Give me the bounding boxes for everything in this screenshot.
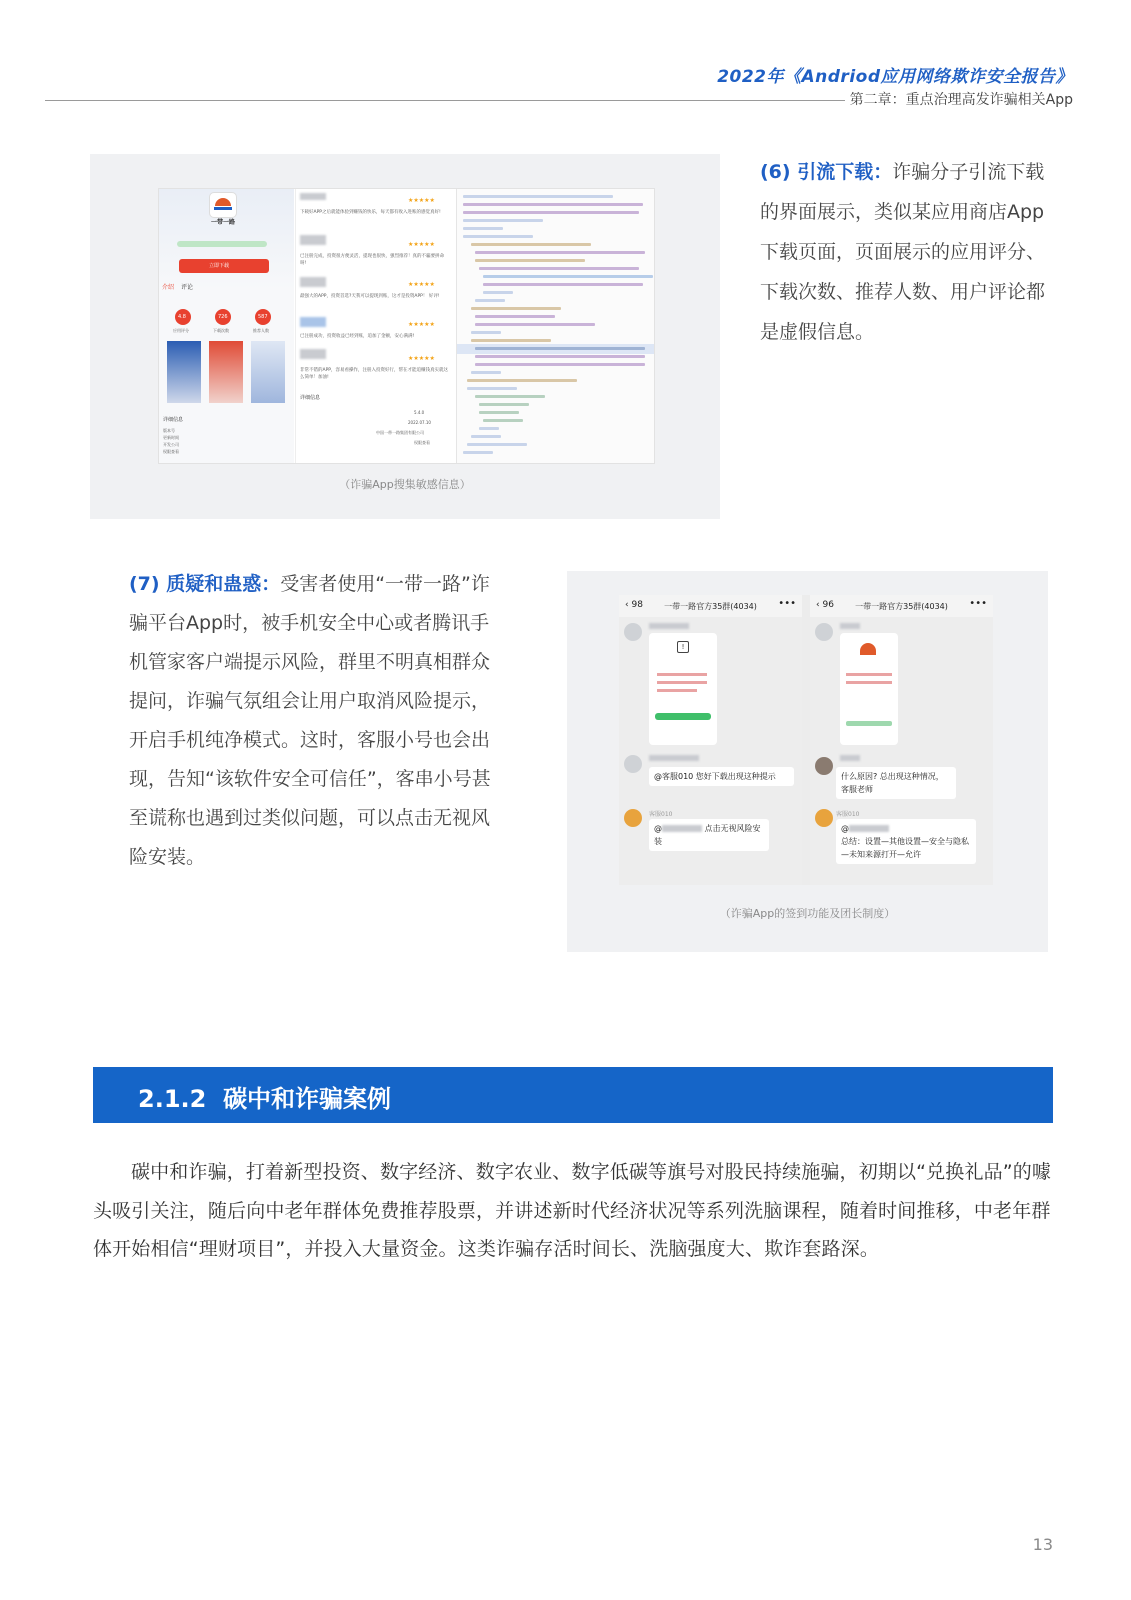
warning-line [657, 689, 697, 692]
details-perm: 权限查看 [414, 440, 430, 445]
details-version: 5.4.0 [414, 410, 425, 415]
code-line [463, 211, 639, 214]
chat-left [619, 595, 802, 885]
review-text-2: 已注册完成，投资很方便灵活，提现也很快，强烈推荐！真的不骗要拼命呀! [300, 254, 444, 266]
chat-left-header [619, 595, 802, 617]
chat-left-message-2: @ 点击无视风险安装 [649, 819, 769, 851]
back-chevron-icon[interactable]: ‹ 96 [816, 600, 834, 610]
code-line [471, 307, 561, 310]
chat-right-nick-2: 客服010 [836, 811, 860, 818]
review-stars-2: ★★★★★ [408, 241, 435, 248]
details-dev-label: 开发公司 [163, 442, 179, 447]
code-line [471, 435, 501, 438]
source-code-pane [456, 189, 655, 463]
chat-right-message-1: 什么原因? 总出现这种情况，客服老师 [836, 767, 956, 799]
app-screenshot-2 [209, 341, 243, 403]
code-line [467, 443, 527, 446]
reviewer-name-2 [300, 235, 326, 245]
chat-right-message-2: @ 总结：设置—其他设置—安全与隐私—未知来源打开—允许 [836, 819, 976, 864]
section-6-label: (6) 引流下载： [760, 161, 893, 183]
back-count: 96 [822, 600, 834, 610]
download-button[interactable] [179, 259, 269, 273]
warning-line [846, 673, 892, 676]
service-avatar [624, 809, 642, 827]
page-number: 13 [1032, 1535, 1053, 1554]
chat-left-nick-2: 客服010 [649, 811, 673, 818]
downloads-badge [215, 309, 231, 325]
warning-line [846, 681, 892, 684]
review-stars-3: ★★★★★ [408, 281, 435, 288]
code-line [479, 427, 499, 430]
sender-nick [649, 755, 699, 761]
code-line [463, 451, 493, 454]
rating-label: 应用评分 [173, 328, 189, 333]
fake-store-screenshot [158, 188, 655, 464]
section-6-text: 诈骗分子引流下载的界面展示，类似某应用商店App下载页面，页面展示的应用评分、下载次数、推荐人数、用户评论都是虚假信息。 [760, 161, 1046, 343]
details-date-label: 更新时间 [163, 435, 179, 440]
code-line [475, 259, 585, 262]
code-line [475, 323, 595, 326]
back-chevron-icon[interactable]: ‹ 98 [625, 600, 643, 610]
code-line [463, 235, 533, 238]
review-text-5: 非常不错的APP，容易看操作，注册入投资好行，帮在才能追赚钱真实就这么简单！加油! [300, 368, 449, 380]
avatar [624, 755, 642, 773]
downloads-value: 726 [218, 314, 228, 320]
reviewer-name-3 [300, 277, 326, 287]
app-name: 一带一路 [211, 219, 236, 226]
code-line [471, 331, 501, 334]
details-title-2: 详细信息 [300, 395, 321, 401]
section-heading-bar [93, 1067, 1053, 1123]
code-line [479, 403, 529, 406]
details-title: 详细信息 [163, 417, 184, 423]
more-icon[interactable]: ••• [969, 598, 987, 609]
chat-left-message-1: @客服010 您好下载出现这种提示 [649, 767, 794, 786]
tab-review[interactable]: 评论 [181, 284, 194, 291]
back-count: 98 [631, 600, 643, 610]
code-line [471, 371, 501, 374]
code-line [467, 387, 517, 390]
code-line [471, 339, 551, 342]
figure-fake-app-store [90, 154, 720, 519]
avatar [815, 623, 833, 641]
chat-right-title: 一带一路官方35群(4034) [855, 602, 948, 611]
tab-intro[interactable]: 介绍 [162, 284, 175, 291]
chat-right-header [810, 595, 993, 617]
chat-left-title: 一带一路官方35群(4034) [664, 602, 757, 611]
code-line [479, 267, 639, 270]
section-title: 碳中和诈骗案例 [223, 1085, 392, 1113]
chat-left-message-2-text: 点击无视风险安装 [654, 824, 761, 846]
sender-nick [840, 623, 860, 629]
section-number: 2.1.2 [138, 1085, 207, 1113]
code-line [475, 355, 645, 358]
app-logo-icon [860, 643, 876, 655]
more-icon[interactable]: ••• [778, 598, 796, 609]
chat-right-message-2-text: 总结：设置—其他设置—安全与隐私—未知来源打开—允许 [841, 837, 969, 859]
recommend-badge [255, 309, 271, 325]
details-date: 2022.07.10 [408, 420, 431, 425]
reviewer-name-1 [300, 193, 326, 200]
details-perm-label: 权限查看 [163, 449, 179, 454]
review-stars-5: ★★★★★ [408, 355, 435, 362]
section-7-paragraph [129, 565, 507, 877]
review-text-3: 最强大的APP，投资首选?天我可以提现到账，这才是投资APP！ 好评! [300, 294, 440, 299]
section-7-label: (7) 质疑和蛊惑： [129, 573, 281, 595]
avatar [815, 757, 833, 775]
recommend-label: 推荐人数 [253, 328, 269, 333]
code-line [475, 251, 645, 254]
store-page-pane [159, 189, 294, 463]
review-text-1: 下载好APP之后就能体验到赚钱的快乐，每天都有收入进账的感觉真好! [300, 210, 441, 215]
notice-strip [177, 241, 267, 247]
recommend-value: 587 [258, 314, 268, 320]
warning-line [657, 681, 707, 684]
code-line [463, 203, 643, 206]
rating-value: 4.8 [178, 314, 186, 320]
figure-2-caption: （诈骗App的签到功能及团长制度） [719, 907, 896, 920]
section-heading [138, 1079, 391, 1114]
chat-screenshots [619, 595, 993, 885]
chat-right [810, 595, 993, 885]
details-dev: 中国一带一路集团有限公司 [376, 430, 424, 435]
code-line [463, 227, 503, 230]
service-avatar [815, 809, 833, 827]
figure-1-caption: （诈骗App搜集敏感信息） [339, 478, 471, 491]
section-7-text: 受害者使用“一带一路”诈骗平台App时，被手机安全中心或者腾讯手机管家客户端提示风险，群里不明真相群众提问，诈骗气氛组会让用户取消风险提示，开启手机纯净模式。这时，客服小号也会出现，告知“该软件安全可信任”，客串小号甚至谎称也遇到过类似问题，可以点击无视风险安装。 [129, 573, 491, 868]
app-screenshot-image [840, 633, 898, 745]
carbon-neutral-paragraph: 碳中和诈骗，打着新型投资、数字经济、数字农业、数字低碳等旗号对股民持续施骗，初期以“兑换礼品”的噱头吸引关注，随后向中老年群体免费推荐股票，并讲述新时代经济状况等系列洗脑课程，随着时间推移，中老年群体开始相信“理财项目”，并投入大量资金。这类诈骗存活时间长、洗脑强度大、欺诈套路深。 [93, 1161, 1052, 1260]
review-text-4: 已注册成功，投资收益已经到账，追加了金额，安心满满! [300, 334, 415, 339]
download-button-label: 立即下载 [209, 263, 230, 269]
code-line [483, 275, 653, 278]
code-line [483, 291, 513, 294]
header-divider [45, 100, 845, 101]
report-title: 2022年《Andriod应用网络欺诈安全报告》 [717, 67, 1073, 87]
review-stars-4: ★★★★★ [408, 321, 435, 328]
downloads-label: 下载次数 [213, 328, 229, 333]
warning-icon: ! [677, 641, 689, 653]
sender-nick [840, 755, 860, 761]
section-6-paragraph [760, 152, 1050, 352]
reviewer-name-4 [300, 317, 326, 327]
code-line [483, 419, 523, 422]
code-line [475, 363, 645, 366]
details-version-label: 版本号 [163, 428, 175, 433]
safe-button [655, 713, 711, 720]
code-line [479, 411, 519, 414]
code-line [475, 299, 505, 302]
rating-badge [175, 309, 191, 325]
reviewer-name-5 [300, 349, 326, 359]
code-line [475, 315, 555, 318]
code-line [463, 219, 543, 222]
code-line [483, 283, 643, 286]
code-line [467, 379, 577, 382]
risk-warning-image [649, 633, 717, 745]
chapter-title: 第二章：重点治理高发诈骗相关App [849, 92, 1073, 108]
app-screenshot-1 [167, 341, 201, 403]
code-line [475, 347, 645, 350]
sender-nick [649, 623, 689, 629]
review-stars-1: ★★★★★ [408, 197, 435, 204]
code-line [463, 195, 613, 198]
app-screenshot-3 [251, 341, 285, 403]
figure-chat-screenshots [567, 571, 1048, 952]
code-line [475, 395, 545, 398]
warning-line [657, 673, 707, 676]
avatar [624, 623, 642, 641]
reviews-pane [295, 189, 456, 463]
code-line [471, 243, 591, 246]
app-logo-icon [209, 192, 237, 218]
option-button [846, 721, 892, 726]
